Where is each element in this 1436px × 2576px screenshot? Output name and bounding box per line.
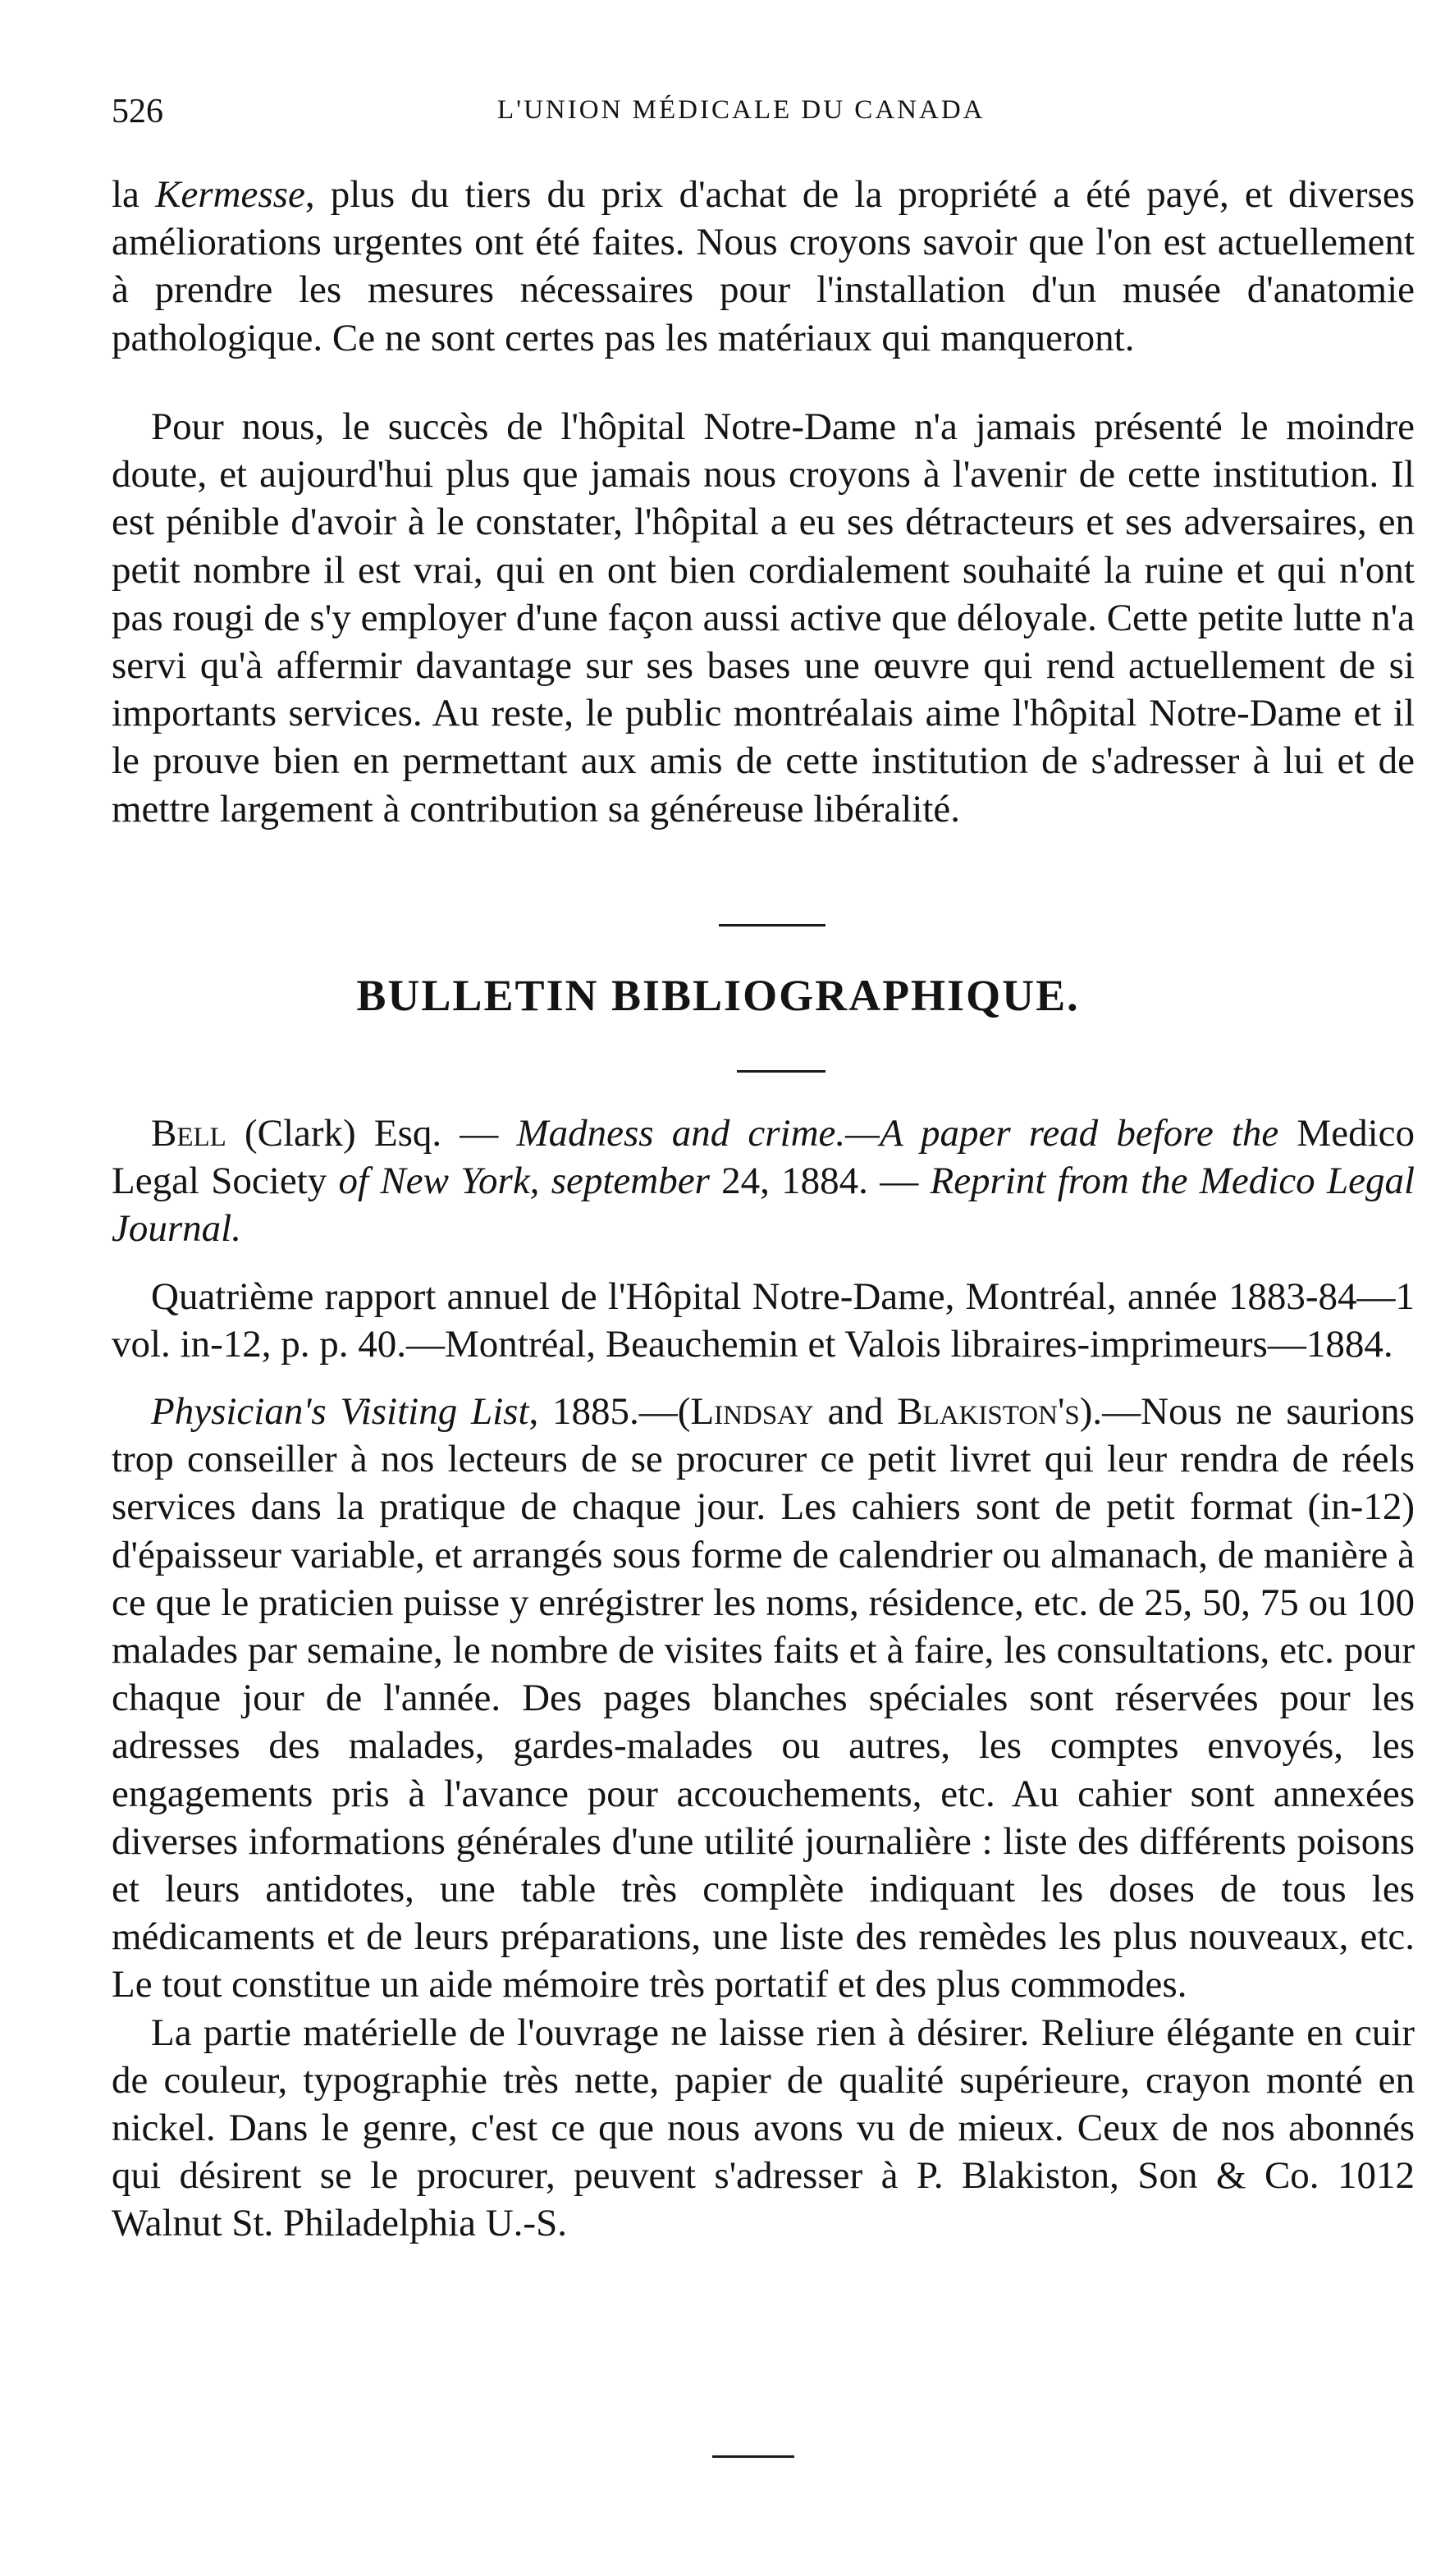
intro-paragraph-2: Pour nous, le succès de l'hôpital Notre-Dame n'a jamais présenté le moindre doute, et aujourd'hui plus que jamais nous croyons à l'avenir de cette institution. Il est pénible d'avoir à le constater, l'hôpital a eu ses détracteurs et ses adversaires, en petit nombre il est vrai, qui en ont bien cordialement souhaité la ruine et qui n'ont pas rougi de s'y employer d'une façon aussi active que déloyale. Cette petite lutte n'a servi qu'à affermir davantage sur ses bases une œuvre qui rend actuellement de si importants services. Au reste, le public montréalais aime l'hôpital Notre-Dame et il le prouve bien en permettant aux amis de cette institution de s'adresser à lui et de mettre largement à contribution sa généreuse libéralité. bbox=[112, 405, 1415, 830]
section-divider-bottom bbox=[712, 2455, 794, 2458]
entry-title: Madness and crime.—A paper read before the bbox=[516, 1112, 1279, 1155]
visiting-list-review: ).—Nous ne saurions trop conseiller à nos lecteurs de se procurer ce petit livret qui leur rendra de réels services dans la pratique de chaque jour. Les cahiers sont de petit format (in-12) d'épaisseur variable, et arrangés sous forme de calendrier ou almanach, de manière à ce que le praticien puisse y enrégistrer les noms, résidence, etc. de 25, 50, 75 ou 100 malades par semaine, le nombre de visites faits et à faire, les consultations, etc. pour chaque jour de l'année. Des pages blanches spéciales sont réservées pour les adresses des malades, gardes-malades ou autres, les comptes envoyés, les engagements pris à l'avance pour accouchements, etc. Au cahier sont annexées diverses informations générales d'une utilité journalière : liste des différents poisons et leurs antidotes, une table très complète indiquant les doses de tous les médicaments et de leurs préparations, une liste des remèdes les plus nouveaux, etc. Le tout constitue un aide mémoire très portatif et des plus commodes. bbox=[112, 1390, 1415, 2006]
running-head bbox=[112, 92, 1416, 141]
heading-underline bbox=[737, 1070, 825, 1073]
bulletin-heading: BULLETIN BIBLIOGRAPHIQUE. bbox=[356, 971, 1080, 1020]
entry-society-place: of New York, september bbox=[338, 1160, 710, 1203]
bibliography-entry-visiting-list bbox=[112, 1388, 1415, 2009]
section-divider-top bbox=[719, 924, 825, 927]
bibliography-entry-bell bbox=[112, 1110, 1415, 1253]
publisher-lindsay: Lindsay bbox=[690, 1390, 814, 1434]
visiting-list-year: , 1885.—( bbox=[528, 1390, 691, 1434]
page-number: 526 bbox=[112, 93, 163, 130]
kermesse-term: Kermesse bbox=[155, 173, 305, 216]
entry-author-rest: (Clark) Esq. — bbox=[226, 1112, 517, 1155]
bibliography-entry-report: Quatrième rapport annuel de l'Hôpital Notre-Dame, Montréal, année 1883-84—1 vol. in-12, p. p. 40.—Montréal, Beauchemin et Valois libraires-imprimeurs—1884. bbox=[112, 1274, 1415, 1366]
publisher-and: and bbox=[813, 1390, 898, 1434]
continuation-lead: la bbox=[112, 173, 156, 216]
entry-society: Medico Legal Society bbox=[112, 1112, 1415, 1203]
publisher-blakiston: Blakiston's bbox=[897, 1390, 1080, 1434]
entry-author: Bell bbox=[151, 1112, 226, 1155]
intro-paragraph-1 bbox=[112, 171, 1415, 362]
visiting-list-title: Physician's Visiting List bbox=[151, 1390, 529, 1434]
entry-reprint: Reprint from the Medico Legal Journal. bbox=[112, 1160, 1415, 1251]
entry-date: 24, 1884. — bbox=[709, 1160, 931, 1203]
bulletin-entries bbox=[112, 1110, 1415, 2248]
bibliography-entry-material: La partie matérielle de l'ouvrage ne laisse rien à désirer. Reliure élégante en cuir de couleur, typographie très nette, papier de qualité supérieure, crayon monté en nickel. Dans le genre, c'est ce que nous avons vu de mieux. Ceux de nos abonnés qui désirent se le procurer, peuvent s'adresser à P. Blakiston, Son & Co. 1012 Walnut St. Philadelphia U.-S. bbox=[112, 2011, 1415, 2245]
continuation-rest: , plus du tiers du prix d'achat de la propriété a été payé, et diverses améliorations urgentes ont été faites. Nous croyons savoir que l'on est actuellement à prendre les mesures nécessaires pour l'installation d'un musée d'anatomie pathologique. Ce ne sont certes pas les matériaux qui manqueront. bbox=[112, 173, 1415, 359]
journal-title: L'UNION MÉDICALE DU CANADA bbox=[497, 95, 986, 125]
